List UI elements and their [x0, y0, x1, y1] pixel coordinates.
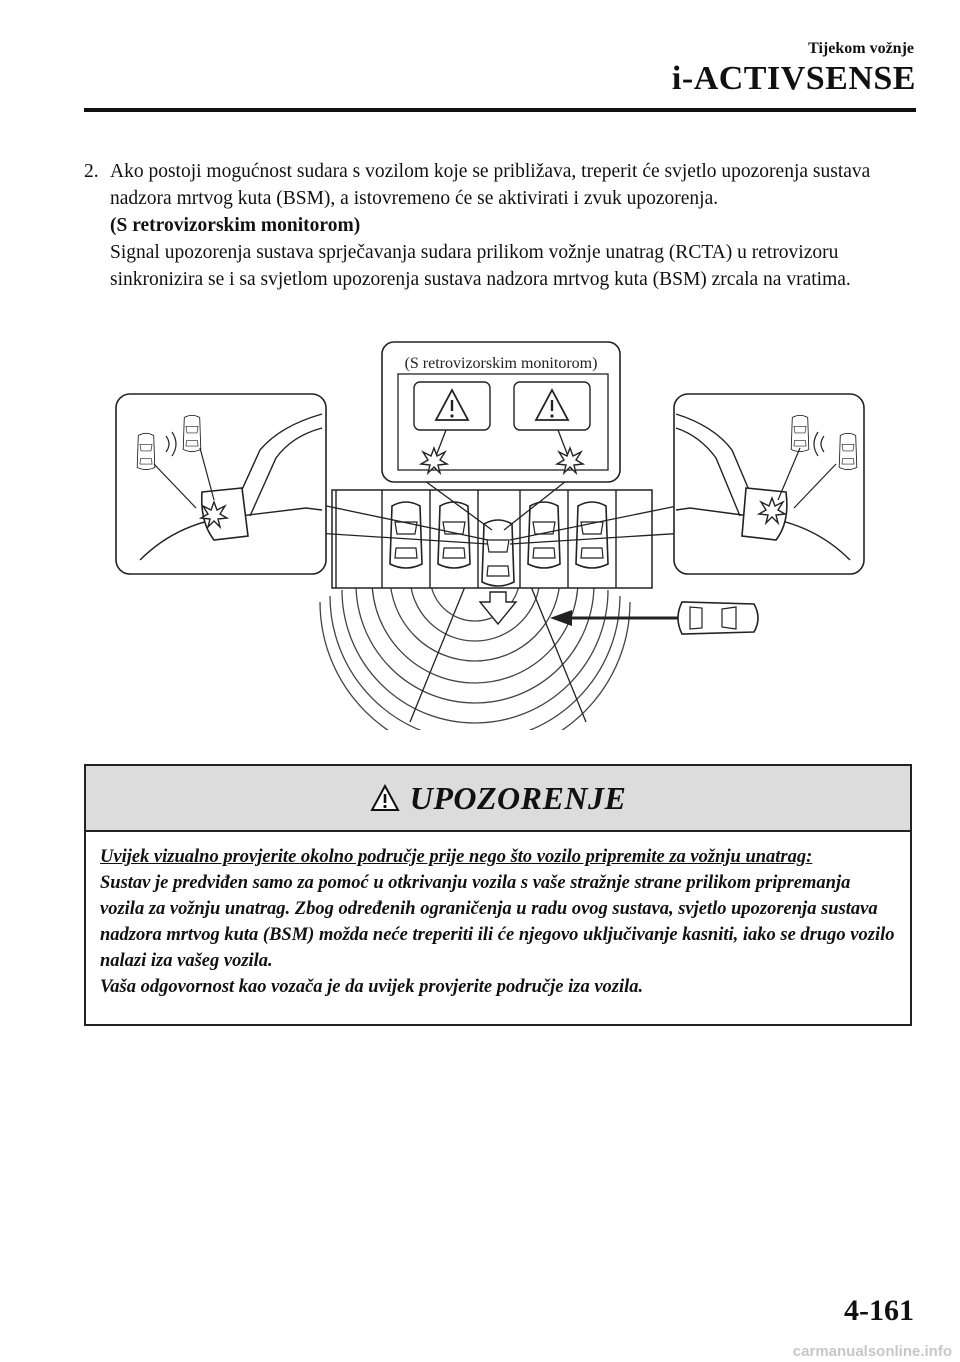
header-rule — [84, 108, 916, 112]
left-door-mirror-panel — [116, 394, 326, 574]
parking-lot — [332, 490, 652, 588]
car-icon — [839, 433, 857, 469]
warning-text: Sustav je predviđen samo za pomoć u otkrivanju vozila s vaše stražnje strane prilikom pripremanja vozila za vožnju unatrag. Zbog određenih ograničenja u radu ovog sustava, svjetlo upozorenja sustava nadzora mrtvog kuta (BSM) možda neće treperiti ili će njegovo uključivanje kasniti, iako se drugo vozilo nalazi iza vašeg vozila. — [100, 873, 895, 971]
page-number: 4-161 — [844, 1294, 914, 1327]
item-text-rcta: Signal upozorenja sustava sprječavanja sudara prilikom vožnje unatrag (RCTA) u retrovizoru sinkronizira se i sa svjetlom upozorenja sustava nadzora mrtvog kuta (BSM) zrcala na vratima. — [110, 242, 851, 290]
reverse-arrow-icon — [480, 592, 516, 624]
item-number: 2. — [84, 161, 99, 182]
section-name: Tijekom vožnje — [808, 40, 914, 57]
footer-watermark: carmanualsonline.info — [792, 1343, 952, 1360]
right-door-mirror-panel — [674, 394, 864, 574]
rear-view-mirror-callout — [382, 342, 620, 482]
warning-header — [86, 766, 910, 832]
item-text: Ako postoji mogućnost sudara s vozilom koje se približava, treperit će svjetlo upozorenja sustava nadzora mrtvog kuta (BSM), a istovremeno će se aktivirati i zvuk upozorenja. — [110, 161, 871, 209]
radar-arcs — [320, 576, 630, 730]
rcta-illustration — [110, 340, 870, 730]
reversing-car-icon — [482, 520, 514, 586]
warning-lead: Uvijek vizualno provjerite okolno područje prije nego što vozilo pripremite za vožnju unatrag: — [100, 847, 813, 867]
warning-title: UPOZORENJE — [409, 779, 627, 816]
car-icon — [137, 433, 155, 469]
approaching-car-icon — [678, 602, 758, 634]
warning-box — [84, 764, 912, 1026]
warning-closing: Vaša odgovornost kao vozača je da uvijek provjerite područje iza vozila. — [100, 977, 644, 997]
item-subheading: (S retrovizorskim monitorom) — [110, 215, 361, 236]
warning-triangle-icon — [370, 784, 400, 812]
parked-car-icon — [390, 502, 422, 568]
car-icon — [183, 415, 201, 451]
approaching-car — [550, 602, 758, 634]
parked-car-icon — [576, 502, 608, 568]
chapter-title: i-ACTIVSENSE — [671, 60, 916, 97]
car-icon — [791, 415, 809, 451]
callout-label: (S retrovizorskim monitorom) — [404, 355, 598, 372]
instruction-item — [84, 158, 924, 293]
